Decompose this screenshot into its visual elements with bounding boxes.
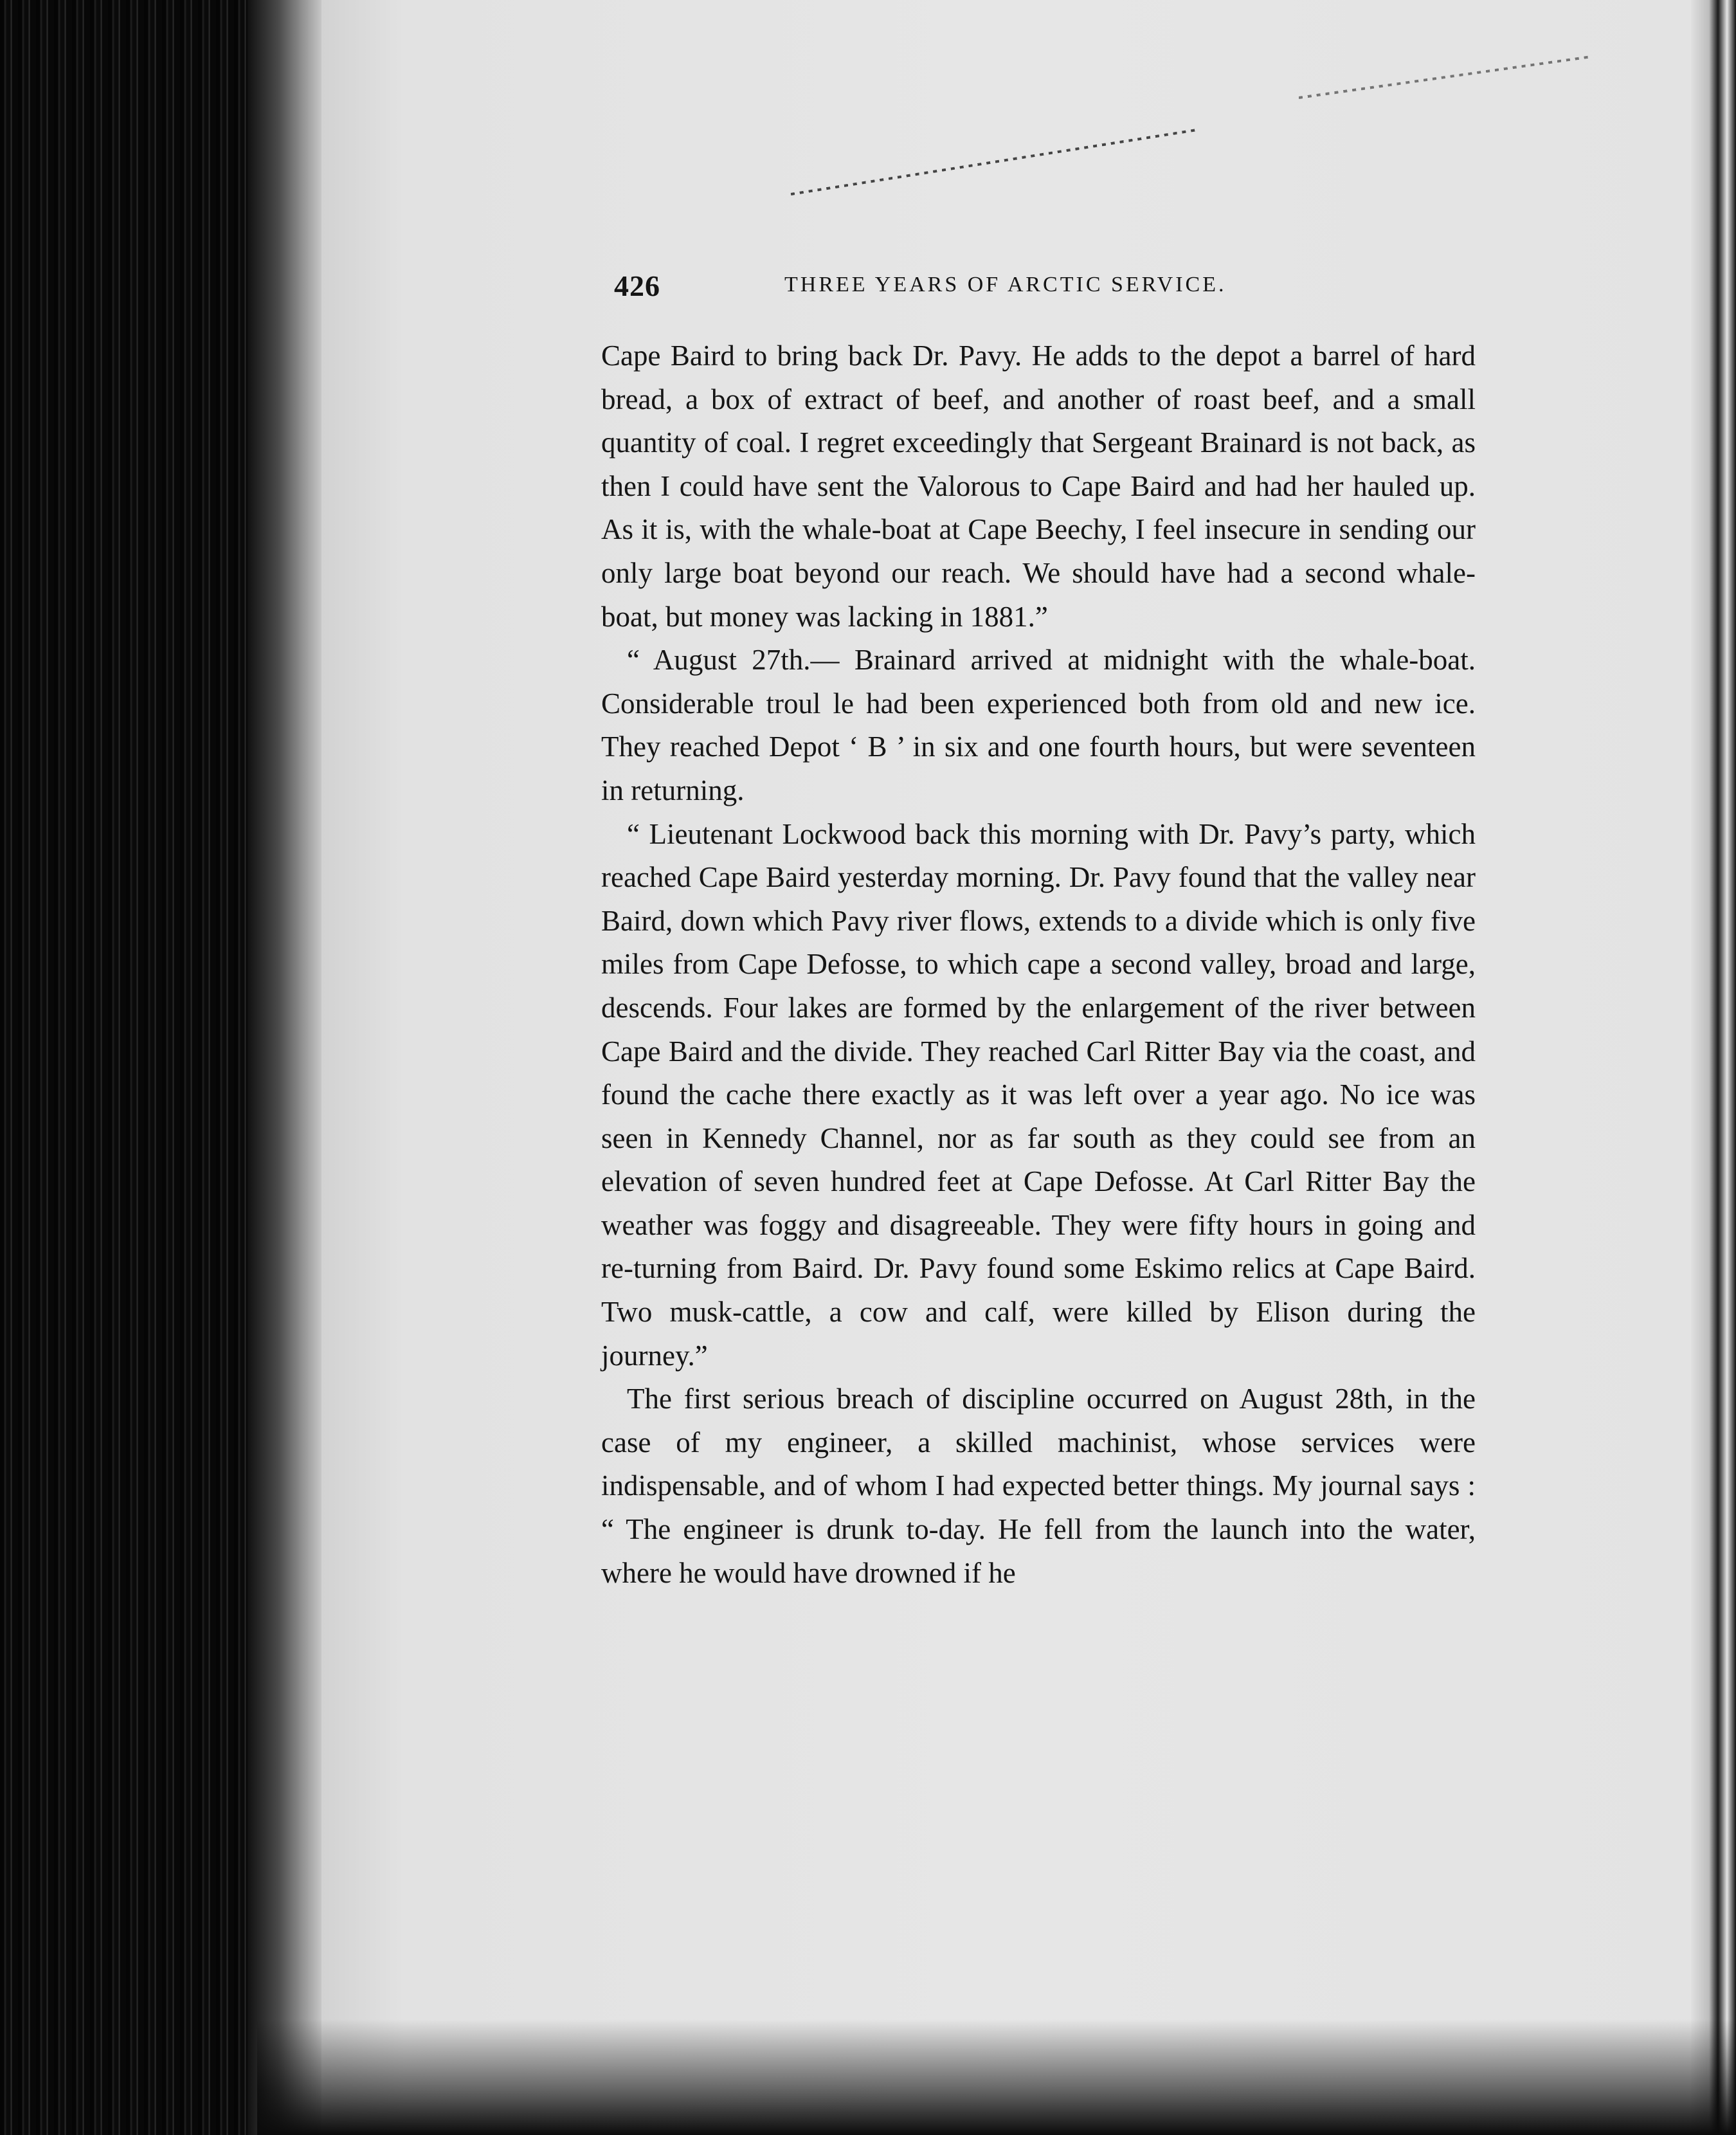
page-number: 426 bbox=[614, 269, 660, 302]
running-head bbox=[614, 269, 1360, 301]
page-gutter-shadow bbox=[248, 0, 325, 2135]
running-title: THREE YEARS OF ARCTIC SERVICE. bbox=[784, 273, 1227, 296]
paragraph-august-27: “ August 27th.— Brainard arrived at midnight with the whale-boat. Considerable troul le had been experienced both from old and new ice. They reached Depot ‘ B ’ in six and one fourth hours, but were seventeen in returning. bbox=[601, 644, 1476, 806]
paragraph-continued: Cape Baird to bring back Dr. Pavy. He adds to the depot a barrel of hard bread, a box of extract of beef, and another of roast beef, and a small quantity of coal. I regret exceedingly that Sergeant Brainard is not back, as then I could have sent the Valorous to Cape Baird and had her hauled up. As it is, with the whale-boat at Cape Beechy, I feel insecure in sending our only large boat beyond our reach. We should have had a second whale-boat, but money was lacking in 1881.” bbox=[601, 340, 1476, 633]
book-binding-edge bbox=[0, 0, 257, 2135]
paragraph-breach-of-discipline: The first serious breach of discipline occurred on August 28th, in the case of my engineer, a skilled machinist, whose services were indispensable, and of whom I had expected better things. My journal says : “ The engineer is drunk to-day. He fell from the launch into the water, where he would have drowned if he bbox=[601, 1383, 1476, 1589]
page-bottom-shadow bbox=[257, 2019, 1736, 2135]
page-right-edge bbox=[1691, 0, 1736, 2135]
body-text bbox=[601, 334, 1476, 1595]
paragraph-lockwood-report: “ Lieutenant Lockwood back this morning with Dr. Pavy’s party, which reached Cape Baird yesterday morning. Dr. Pavy found that the valley near Baird, down which Pavy river flows, extends to a divide which is only five miles from Cape Defosse, to which cape a second valley, broad and large, descends. Four lakes are formed by the enlargement of the river between Cape Baird and the divide. They reached Carl Ritter Bay via the coast, and found the cache there exactly as it was left over a year ago. No ice was seen in Kennedy Channel, nor as far south as they could see from an elevation of seven hundred feet at Cape Defosse. At Carl Ritter Bay the weather was foggy and disagreeable. They were fifty hours in going and re-turning from Baird. Dr. Pavy found some Eskimo relics at Cape Baird. Two musk-cattle, a cow and calf, were killed by Elison during the journey.” bbox=[601, 817, 1476, 1372]
